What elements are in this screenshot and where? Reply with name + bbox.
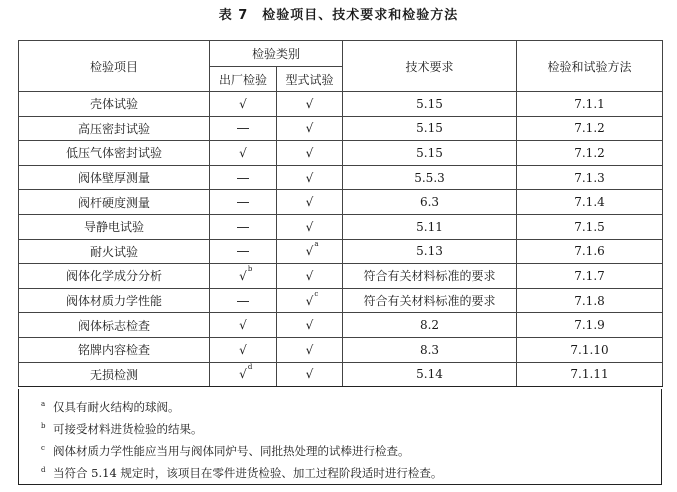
footnote [41,418,661,440]
dash-mark [237,301,249,302]
cell-type-test [277,92,343,117]
cell-type-test [277,313,343,338]
table-row [19,288,663,313]
cell-requirement: 5.11 [343,214,517,239]
check-mark-icon: √ [305,268,314,283]
footnote-marker: b [247,264,253,273]
header-requirement: 技术要求 [343,41,517,92]
header-item: 检验项目 [19,41,210,92]
check-mark-icon: √ [305,342,314,357]
footnote-marker: b [41,422,46,430]
table-row [19,141,663,166]
check-mark-icon: √ [305,121,314,136]
cell-type-test [277,264,343,289]
cell-method: 7.1.2 [517,141,663,166]
check-mark-icon: √ [305,170,314,185]
header-category: 检验类别 [210,41,343,67]
check-mark-icon: √ [239,96,247,111]
cell-requirement: 5.5.3 [343,165,517,190]
cell-method: 7.1.5 [517,214,663,239]
cell-factory-inspection [210,264,277,289]
footnote-marker: c [314,289,319,298]
cell-factory-inspection [210,362,277,387]
cell-factory-inspection [210,288,277,313]
check-mark-icon: √ [239,145,247,160]
check-mark-icon: √ [305,367,314,382]
cell-item: 壳体试验 [19,92,210,117]
cell-method: 7.1.2 [517,116,663,141]
table-title: 检验项目、技术要求和检验方法 [262,8,459,23]
cell-item: 阀杆硬度测量 [19,190,210,215]
cell-requirement: 符合有关材料标准的要求 [343,264,517,289]
check-mark-icon: √ [305,145,314,160]
check-mark-icon: √ d [239,363,253,382]
table-footnotes [18,389,662,485]
cell-factory-inspection [210,337,277,362]
check-mark-icon: √ [305,195,314,210]
cell-type-test [277,337,343,362]
check-mark-icon: √ c [305,289,319,308]
table-row [19,264,663,289]
cell-requirement: 6.3 [343,190,517,215]
cell-factory-inspection [210,313,277,338]
cell-method: 7.1.8 [517,288,663,313]
footnote [41,462,661,484]
footnote-text: 仅具有耐火结构的球阀。 [53,400,180,414]
table-row [19,165,663,190]
cell-type-test [277,116,343,141]
footnote-marker: a [41,400,46,408]
header-factory: 出厂检验 [210,67,277,92]
table-row [19,116,663,141]
cell-item: 耐火试验 [19,239,210,264]
cell-method: 7.1.6 [517,239,663,264]
cell-method: 7.1.10 [517,337,663,362]
cell-factory-inspection [210,116,277,141]
cell-factory-inspection [210,92,277,117]
cell-method: 7.1.4 [517,190,663,215]
cell-type-test [277,165,343,190]
cell-type-test [277,288,343,313]
check-mark-icon: √ [305,318,314,333]
cell-factory-inspection [210,190,277,215]
cell-factory-inspection [210,239,277,264]
footnote [41,440,661,462]
footnote [41,396,661,418]
cell-type-test [277,239,343,264]
table-row [19,92,663,117]
table-row [19,190,663,215]
table-row [19,362,663,387]
footnote-marker: d [247,363,253,372]
cell-type-test [277,362,343,387]
table-row [19,239,663,264]
cell-item: 阀体材质力学性能 [19,288,210,313]
footnote-marker: d [41,466,46,474]
cell-method: 7.1.11 [517,362,663,387]
cell-requirement: 8.3 [343,337,517,362]
cell-item: 阀体标志检查 [19,313,210,338]
dash-mark [237,227,249,228]
cell-method: 7.1.7 [517,264,663,289]
cell-type-test [277,141,343,166]
dash-mark [237,178,249,179]
cell-factory-inspection [210,214,277,239]
table-body [19,92,663,387]
cell-requirement: 5.15 [343,92,517,117]
cell-item: 高压密封试验 [19,116,210,141]
header-method: 检验和试验方法 [517,41,663,92]
cell-requirement: 符合有关材料标准的要求 [343,288,517,313]
check-mark-icon: √ a [305,240,319,259]
table-row [19,337,663,362]
check-mark-icon: √ [239,318,247,333]
cell-type-test [277,190,343,215]
dash-mark [237,202,249,203]
cell-requirement: 5.15 [343,141,517,166]
cell-requirement: 5.14 [343,362,517,387]
check-mark-icon: √ [305,219,314,234]
cell-item: 无损检测 [19,362,210,387]
footnote-text: 当符合 5.14 规定时，该项目在零件进货检验、加工过程阶段适时进行检查。 [53,466,443,480]
footnote-marker: a [314,240,319,249]
table-row [19,214,663,239]
footnote-text: 阀体材质力学性能应当用与阀体同炉号、同批热处理的试棒进行检查。 [53,444,410,458]
dash-mark [237,251,249,252]
cell-item: 铭牌内容检查 [19,337,210,362]
check-mark-icon: √ b [239,264,253,283]
check-mark-icon: √ [305,96,314,111]
cell-item: 阀体化学成分分析 [19,264,210,289]
cell-method: 7.1.1 [517,92,663,117]
inspection-table [18,40,663,387]
header-row-1 [19,41,663,67]
cell-requirement: 5.15 [343,116,517,141]
cell-item: 导静电试验 [19,214,210,239]
footnote-marker: c [41,444,45,452]
table-number: 表 7 [218,8,249,23]
cell-method: 7.1.3 [517,165,663,190]
cell-factory-inspection [210,141,277,166]
cell-type-test [277,214,343,239]
check-mark-icon: √ [239,342,247,357]
cell-factory-inspection [210,165,277,190]
cell-item: 低压气体密封试验 [19,141,210,166]
cell-requirement: 8.2 [343,313,517,338]
header-type-test: 型式试验 [277,67,343,92]
cell-requirement: 5.13 [343,239,517,264]
cell-method: 7.1.9 [517,313,663,338]
dash-mark [237,128,249,129]
table-caption [0,6,677,26]
cell-item: 阀体壁厚测量 [19,165,210,190]
table-row [19,313,663,338]
footnote-text: 可接受材料进货检验的结果。 [53,422,203,436]
